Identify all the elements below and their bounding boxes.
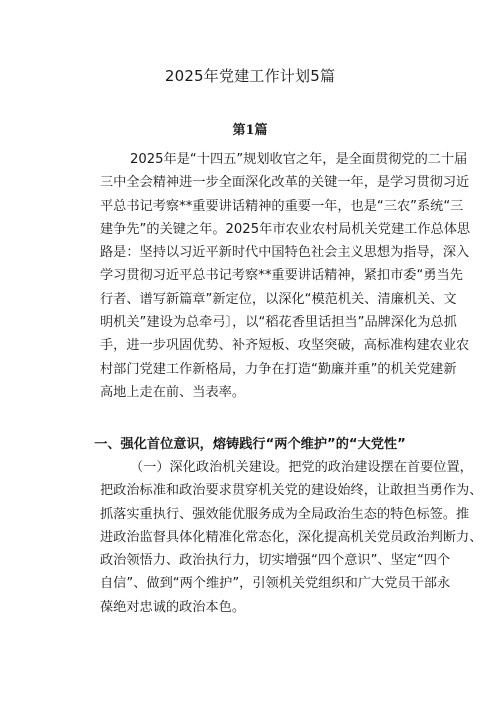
paragraph-line: 学习贯彻习近平总书记考察**重要讲话精神，紧扣市委“勇当先 xyxy=(100,268,463,284)
paragraph-line: 自信”、做到“两个维护”，引领机关党组织和广大党员干部永 xyxy=(100,576,451,592)
paragraph-line: 手，进一步巩固优势、补齐短板、攻坚突破，高标准构建农业农 xyxy=(100,338,470,354)
paragraph-2 xyxy=(100,456,483,619)
paragraph-line: 行者、谱写新篇章”新定位，以深化“模范机关、清廉机关、文 xyxy=(100,291,457,307)
heading-1: 一、强化首位意识，熔铸践行“两个维护”的“大党性” xyxy=(94,437,406,452)
section-title: 第1篇 xyxy=(232,123,268,138)
paragraph-line: 把政治标准和政治要求贯穿机关党的建设始终，让敢担当勇作为、 xyxy=(100,483,483,499)
paragraph-line: 葆绝对忠诚的政治本色。 xyxy=(100,599,246,615)
paragraph-line: 高地上走在前、当表率。 xyxy=(100,384,246,400)
paragraph-line: 2025年是“十四五”规划收官之年，是全面贯彻党的二十届 xyxy=(130,152,468,167)
paragraph-line: 明机关”建设为总牵弓〕，以“稻花香里话担当”品牌深化为总抓 xyxy=(100,315,457,331)
paragraph-line: 政治领悟力、政治执行力，切实增强“四个意识”、坚定“四个 xyxy=(100,553,451,569)
paragraph-line: 三中全会精神进一步全面深化改革的关键一年，是学习贯彻习近 xyxy=(100,175,470,191)
paragraph-line: （一）深化政治机关建设。把党的政治建设摆在首要位置， xyxy=(130,460,473,475)
paragraph-1 xyxy=(100,148,471,404)
paragraph-line: 路是：坚持以习近平新时代中国特色社会主义思想为指导，深入 xyxy=(100,245,470,261)
paragraph-line: 进政治监督具体化精准化常态化，深化提高机关党员政治判断力、 xyxy=(100,529,483,545)
paragraph-line: 抓落实重执行、强效能优服务成为全局政治生态的特色标签。推 xyxy=(100,506,470,522)
document-title: 2025年党建工作计划5篇 xyxy=(164,67,336,85)
paragraph-line: 平总书记考察**重要讲话精神的重要一年，也是“三农”系统“三 xyxy=(100,198,464,214)
paragraph-line: 建争先”的关键之年。2025年市农业农村局机关党建工作总体思 xyxy=(100,221,471,237)
paragraph-line: 村部门党建工作新格局，力争在打造“勤廉并重”的机关党建新 xyxy=(100,361,457,377)
